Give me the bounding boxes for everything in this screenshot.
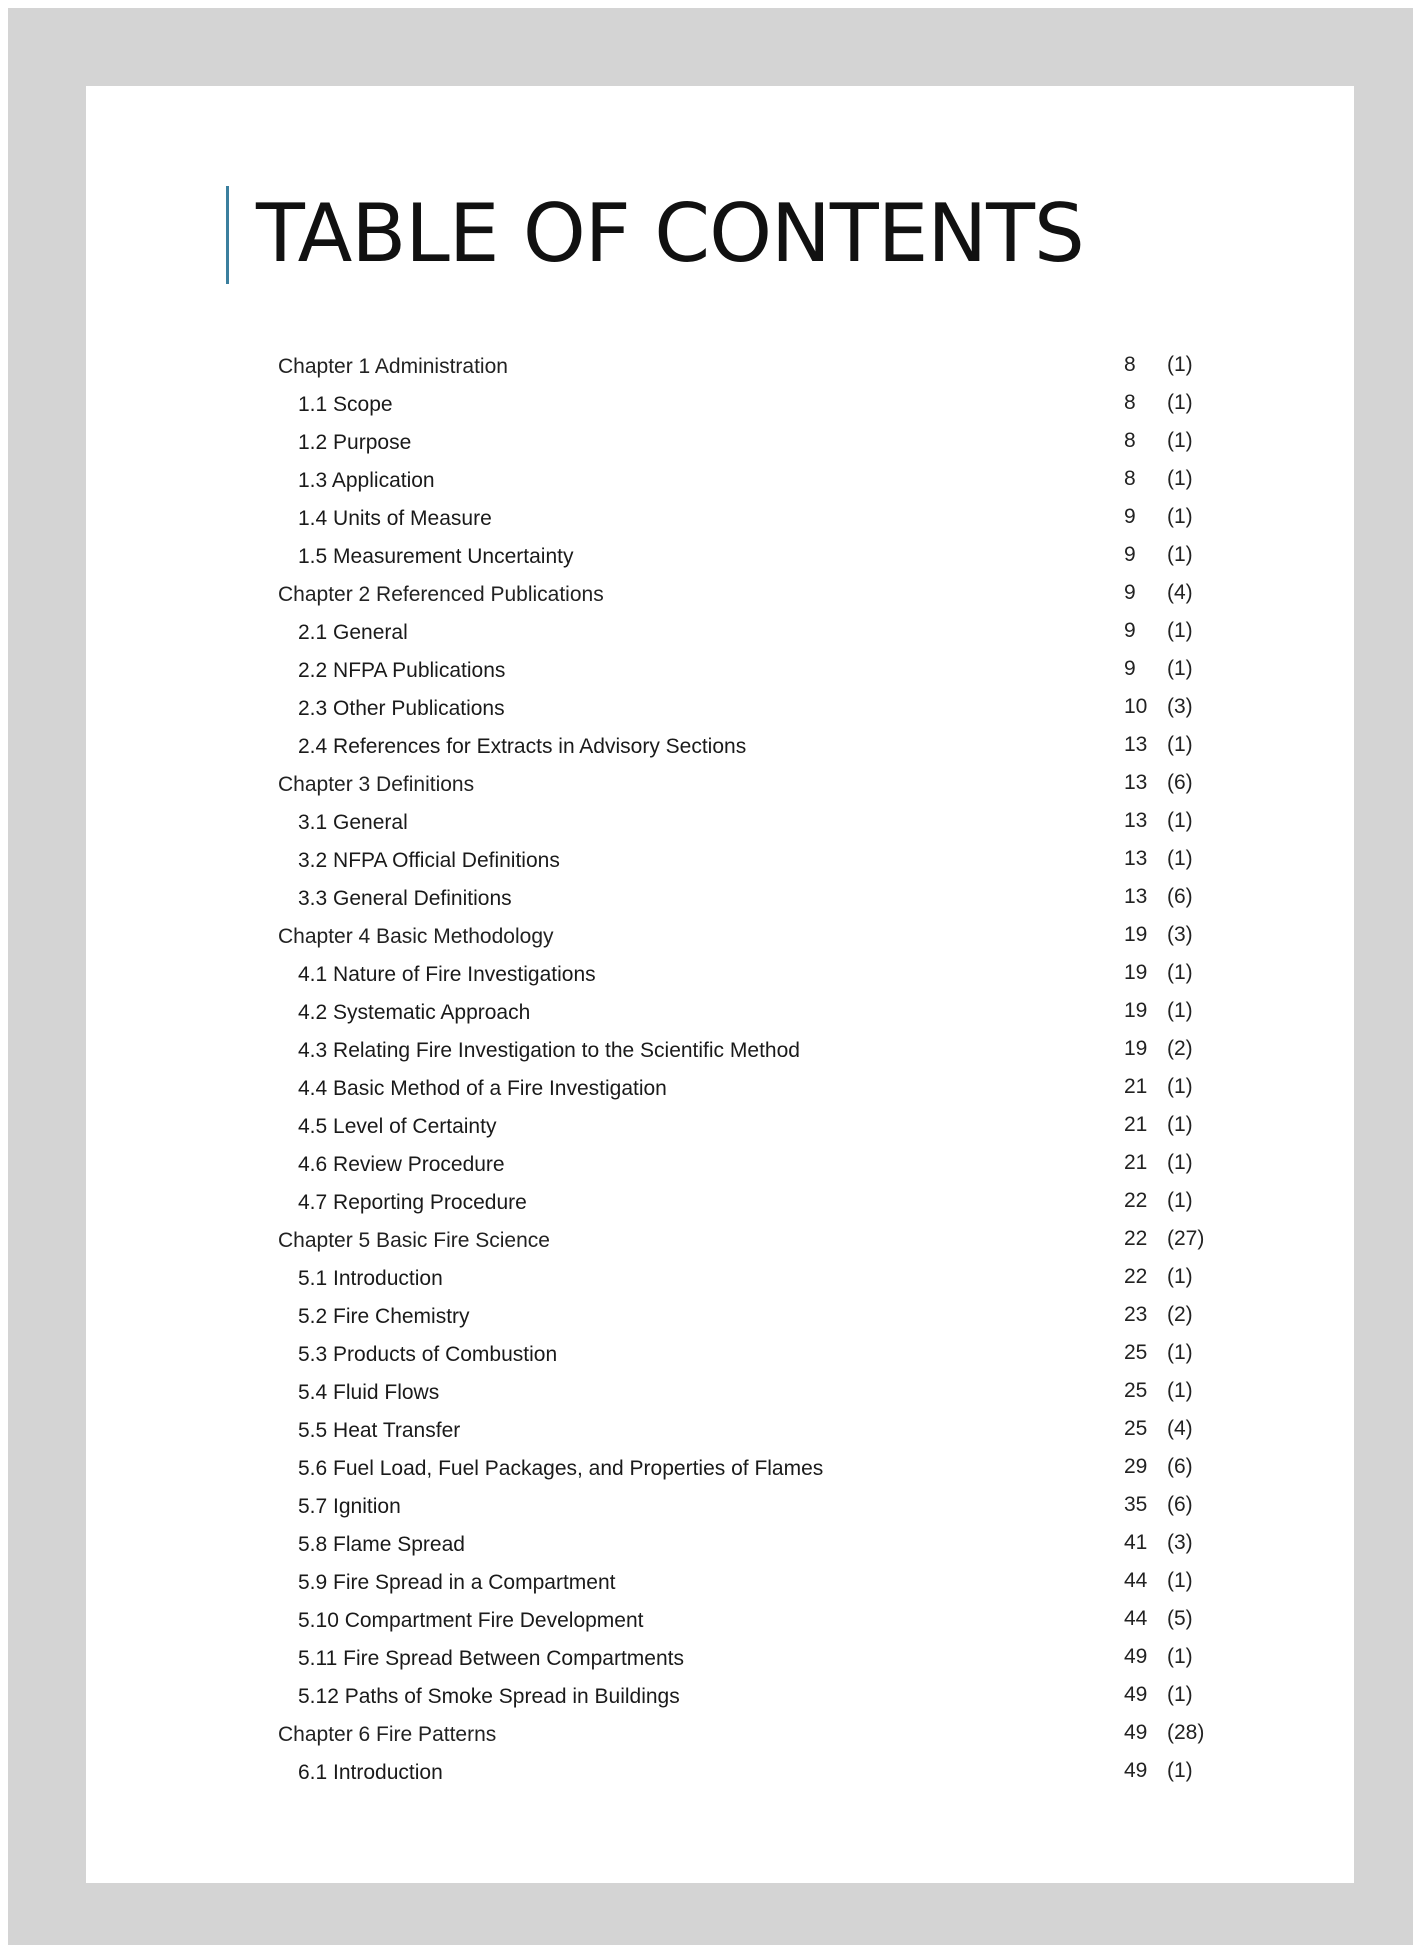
toc-section-entry[interactable]: [86, 883, 1354, 921]
toc-entry-count: (27): [1167, 1227, 1205, 1250]
toc-entry-count: (1): [1167, 809, 1193, 832]
toc-entry-count: (1): [1167, 353, 1193, 376]
toc-entry-count: (2): [1167, 1303, 1193, 1326]
toc-entry-count: (1): [1167, 1113, 1193, 1136]
toc-entry-page: 19: [1124, 961, 1148, 984]
toc-entry-count: (2): [1167, 1037, 1193, 1060]
toc-entry-label: 4.5 Level of Certainty: [298, 1115, 497, 1138]
toc-entry-page: 8: [1124, 467, 1136, 490]
toc-section-entry[interactable]: [86, 655, 1354, 693]
title-accent-bar: [226, 186, 229, 284]
toc-entry-page: 21: [1124, 1113, 1148, 1136]
toc-section-entry[interactable]: [86, 1073, 1354, 1111]
toc-entry-count: (1): [1167, 391, 1193, 414]
toc-section-entry[interactable]: [86, 693, 1354, 731]
toc-section-entry[interactable]: [86, 617, 1354, 655]
toc-entry-page: 44: [1124, 1607, 1148, 1630]
toc-entry-page: 44: [1124, 1569, 1148, 1592]
toc-section-entry[interactable]: [86, 997, 1354, 1035]
toc-entry-label: 4.6 Review Procedure: [298, 1153, 505, 1176]
toc-entry-page: 9: [1124, 619, 1136, 642]
toc-entry-label: 4.1 Nature of Fire Investigations: [298, 963, 596, 986]
toc-entry-count: (1): [1167, 1265, 1193, 1288]
toc-section-entry[interactable]: [86, 1567, 1354, 1605]
toc-entry-page: 8: [1124, 391, 1136, 414]
toc-entry-page: 41: [1124, 1531, 1148, 1554]
toc-chapter-entry[interactable]: [86, 769, 1354, 807]
toc-entry-label: 1.2 Purpose: [298, 431, 412, 454]
toc-entry-count: (1): [1167, 619, 1193, 642]
toc-section-entry[interactable]: [86, 731, 1354, 769]
toc-entry-page: 25: [1124, 1341, 1148, 1364]
toc-entry-label: 1.1 Scope: [298, 393, 393, 416]
toc-entry-count: (1): [1167, 1075, 1193, 1098]
toc-entry-page: 35: [1124, 1493, 1148, 1516]
toc-entry-count: (1): [1167, 961, 1193, 984]
toc-entry-page: 25: [1124, 1379, 1148, 1402]
toc-entry-count: (1): [1167, 1759, 1193, 1782]
toc-entry-count: (4): [1167, 581, 1193, 604]
toc-entry-count: (1): [1167, 543, 1193, 566]
toc-entry-count: (1): [1167, 1569, 1193, 1592]
toc-entry-count: (1): [1167, 1645, 1193, 1668]
toc-section-entry[interactable]: [86, 541, 1354, 579]
toc-entry-label: 5.2 Fire Chemistry: [298, 1305, 470, 1328]
toc-entry-label: 4.3 Relating Fire Investigation to the Scientific Method: [298, 1039, 800, 1062]
toc-entry-page: 22: [1124, 1265, 1148, 1288]
toc-section-entry[interactable]: [86, 427, 1354, 465]
toc-entry-label: 3.1 General: [298, 811, 408, 834]
toc-entry-label: 3.3 General Definitions: [298, 887, 512, 910]
toc-section-entry[interactable]: [86, 1187, 1354, 1225]
toc-entry-page: 21: [1124, 1151, 1148, 1174]
toc-section-entry[interactable]: [86, 1491, 1354, 1529]
toc-chapter-entry[interactable]: [86, 579, 1354, 617]
toc-section-entry[interactable]: [86, 1377, 1354, 1415]
toc-entry-label: Chapter 2 Referenced Publications: [278, 583, 604, 606]
toc-entry-page: 21: [1124, 1075, 1148, 1098]
toc-chapter-entry[interactable]: [86, 1719, 1354, 1757]
toc-entry-label: 4.7 Reporting Procedure: [298, 1191, 527, 1214]
toc-section-entry[interactable]: [86, 465, 1354, 503]
toc-entry-count: (4): [1167, 1417, 1193, 1440]
toc-section-entry[interactable]: [86, 1111, 1354, 1149]
toc-section-entry[interactable]: [86, 845, 1354, 883]
toc-entry-count: (1): [1167, 1189, 1193, 1212]
toc-entry-label: 5.12 Paths of Smoke Spread in Buildings: [298, 1685, 680, 1708]
toc-entry-label: 5.4 Fluid Flows: [298, 1381, 440, 1404]
toc-entry-page: 13: [1124, 733, 1148, 756]
toc-entry-page: 49: [1124, 1721, 1148, 1744]
toc-chapter-entry[interactable]: [86, 351, 1354, 389]
toc-entry-label: 2.1 General: [298, 621, 408, 644]
toc-entry-page: 8: [1124, 353, 1136, 376]
toc-section-entry[interactable]: [86, 1339, 1354, 1377]
toc-section-entry[interactable]: [86, 807, 1354, 845]
toc-entry-count: (6): [1167, 1493, 1193, 1516]
toc-entry-count: (1): [1167, 657, 1193, 680]
toc-entry-page: 22: [1124, 1189, 1148, 1212]
toc-section-entry[interactable]: [86, 1453, 1354, 1491]
toc-entry-label: 5.3 Products of Combustion: [298, 1343, 558, 1366]
toc-entry-page: 19: [1124, 1037, 1148, 1060]
toc-section-entry[interactable]: [86, 959, 1354, 997]
toc-entry-label: 5.8 Flame Spread: [298, 1533, 465, 1556]
toc-entry-count: (1): [1167, 733, 1193, 756]
toc-entry-label: 5.6 Fuel Load, Fuel Packages, and Properties of Flames: [298, 1457, 824, 1480]
toc-entry-count: (3): [1167, 1531, 1193, 1554]
toc-entry-label: 5.10 Compartment Fire Development: [298, 1609, 644, 1632]
toc-entry-label: 4.2 Systematic Approach: [298, 1001, 531, 1024]
toc-section-entry[interactable]: [86, 503, 1354, 541]
toc-entry-count: (6): [1167, 771, 1193, 794]
page-title: TABLE OF CONTENTS: [256, 187, 1084, 280]
toc-entry-page: 13: [1124, 885, 1148, 908]
toc-entry-label: 1.4 Units of Measure: [298, 507, 492, 530]
toc-section-entry[interactable]: [86, 1605, 1354, 1643]
toc-entry-count: (1): [1167, 1379, 1193, 1402]
toc-section-entry[interactable]: [86, 1301, 1354, 1339]
toc-entry-page: 25: [1124, 1417, 1148, 1440]
toc-section-entry[interactable]: [86, 1757, 1354, 1795]
toc-section-entry[interactable]: [86, 1263, 1354, 1301]
toc-entry-label: Chapter 3 Definitions: [278, 773, 475, 796]
toc-entry-label: 5.7 Ignition: [298, 1495, 401, 1518]
toc-entry-count: (1): [1167, 505, 1193, 528]
toc-entry-count: (1): [1167, 847, 1193, 870]
toc-entry-label: Chapter 6 Fire Patterns: [278, 1723, 497, 1746]
toc-section-entry[interactable]: [86, 1149, 1354, 1187]
toc-entry-count: (1): [1167, 467, 1193, 490]
toc-entry-count: (6): [1167, 1455, 1193, 1478]
toc-entry-label: 2.2 NFPA Publications: [298, 659, 506, 682]
toc-chapter-entry[interactable]: [86, 921, 1354, 959]
toc-section-entry[interactable]: [86, 1415, 1354, 1453]
toc-entry-label: 4.4 Basic Method of a Fire Investigation: [298, 1077, 667, 1100]
toc-entry-page: 22: [1124, 1227, 1148, 1250]
toc-entry-page: 29: [1124, 1455, 1148, 1478]
toc-entry-page: 9: [1124, 657, 1136, 680]
toc-section-entry[interactable]: [86, 1529, 1354, 1567]
toc-list: [86, 351, 1354, 1795]
toc-section-entry[interactable]: [86, 1643, 1354, 1681]
toc-section-entry[interactable]: [86, 1681, 1354, 1719]
toc-entry-count: (1): [1167, 1341, 1193, 1364]
toc-entry-count: (1): [1167, 1151, 1193, 1174]
document-page: [86, 86, 1354, 1883]
toc-entry-label: 5.9 Fire Spread in a Compartment: [298, 1571, 616, 1594]
toc-entry-label: 2.3 Other Publications: [298, 697, 505, 720]
toc-entry-page: 8: [1124, 429, 1136, 452]
toc-entry-count: (28): [1167, 1721, 1205, 1744]
toc-entry-label: 5.11 Fire Spread Between Compartments: [298, 1647, 684, 1670]
toc-entry-label: 6.1 Introduction: [298, 1761, 443, 1784]
toc-entry-label: 3.2 NFPA Official Definitions: [298, 849, 560, 872]
page-frame: [8, 8, 1413, 1945]
toc-entry-count: (6): [1167, 885, 1193, 908]
toc-section-entry[interactable]: [86, 389, 1354, 427]
toc-entry-page: 13: [1124, 771, 1148, 794]
toc-entry-page: 13: [1124, 809, 1148, 832]
toc-entry-page: 49: [1124, 1759, 1148, 1782]
toc-entry-label: 5.1 Introduction: [298, 1267, 443, 1290]
toc-entry-label: 5.5 Heat Transfer: [298, 1419, 461, 1442]
toc-entry-page: 19: [1124, 923, 1148, 946]
toc-entry-page: 13: [1124, 847, 1148, 870]
toc-entry-page: 49: [1124, 1645, 1148, 1668]
toc-entry-count: (1): [1167, 1683, 1193, 1706]
toc-entry-page: 9: [1124, 543, 1136, 566]
toc-entry-label: 1.5 Measurement Uncertainty: [298, 545, 574, 568]
toc-entry-label: Chapter 4 Basic Methodology: [278, 925, 554, 948]
toc-entry-count: (3): [1167, 923, 1193, 946]
toc-entry-label: 2.4 References for Extracts in Advisory Sections: [298, 735, 747, 758]
toc-entry-page: 9: [1124, 505, 1136, 528]
toc-entry-page: 23: [1124, 1303, 1148, 1326]
toc-entry-page: 9: [1124, 581, 1136, 604]
toc-entry-count: (1): [1167, 999, 1193, 1022]
toc-entry-page: 10: [1124, 695, 1148, 718]
toc-section-entry[interactable]: [86, 1035, 1354, 1073]
toc-entry-label: 1.3 Application: [298, 469, 435, 492]
toc-entry-page: 19: [1124, 999, 1148, 1022]
toc-entry-page: 49: [1124, 1683, 1148, 1706]
toc-entry-count: (3): [1167, 695, 1193, 718]
toc-entry-label: Chapter 5 Basic Fire Science: [278, 1229, 550, 1252]
toc-entry-count: (5): [1167, 1607, 1193, 1630]
toc-chapter-entry[interactable]: [86, 1225, 1354, 1263]
toc-entry-label: Chapter 1 Administration: [278, 355, 508, 378]
toc-entry-count: (1): [1167, 429, 1193, 452]
